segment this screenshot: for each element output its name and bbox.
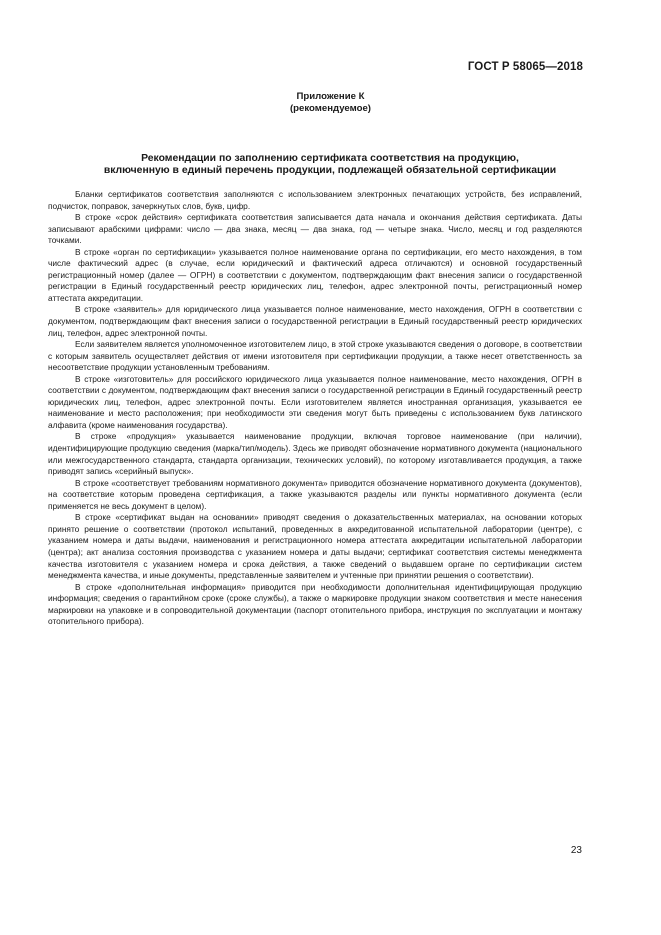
paragraph: В строке «срок действия» сертификата соответствия записывается дата начала и окончания действия сертификата. Даты записывают арабскими цифрами: число — два знака, месяц — два знака, год — четыре знака. Число, месяц и год разделяются точками.: [48, 212, 582, 246]
page-number: 23: [570, 845, 582, 856]
paragraph: Если заявителем является уполномоченное изготовителем лицо, в этой строке указываются сведения о договоре, в соответствии с которым заявитель осуществляет действия от имени изготовителя при сертификации продукции, а также несет ответственность за несоответствие продукции установленным требованиям.: [48, 339, 582, 373]
paragraph: В строке «дополнительная информация» приводится при необходимости дополнительная идентифицирующая продукцию информация; сведения о гарантийном сроке (сроке службы), а также о маркировке продукции знаком соответствия и месте нанесения маркировки на упаковке и в сопроводительной документации (паспорт отопительного прибора, инструкция по эксплуатации и монтажу отопительного прибора).: [48, 581, 582, 627]
section-heading: [70, 153, 590, 178]
heading-line-2: включенную в единый перечень продукции, подлежащей обязательной сертификации: [103, 165, 557, 177]
annex-title: Приложение К: [296, 91, 365, 102]
annex-subtitle: (рекомендуемое): [289, 103, 371, 114]
standard-code: ГОСТ Р 58065—2018: [467, 61, 583, 73]
paragraph: В строке «продукция» указывается наименование продукции, включая торговое наименование (при наличии), идентифицирующие продукцию сведения (марка/тип/модель). Здесь же приводят обозначение нормативного документа (национального или межгосударственного стандарта, стандарта организации, технических условий), по которому изготавливается продукция, а также приводят запись «серийный выпуск».: [48, 431, 582, 477]
paragraph: В строке «сертификат выдан на основании» приводят сведения о доказательственных материалах, на основании которых принято решение о соответствии (протокол испытаний, проведенных в аккредитованной испытательной лаборатории (центре), с указанием номера и даты выдачи, наименования и регистрационного номера аттестата аккредитации испытательной лаборатории (центра); акт анализа состояния производства с указанием номера и даты выдачи; сертификат соответствия системы менеджмента качества изготовителя с указанием номера и срока действия, а также сведений о выдавшем органе по сертификации систем менеджмента качества, и иные документы, представленные заявителем и учтенные при принятии решения о соответствии).: [48, 512, 582, 581]
paragraph: В строке «соответствует требованиям нормативного документа» приводится обозначение нормативного документа (документов), на соответствие которым проведена сертификация, а также указываются разделы или пункты нормативного документа (если применяется не весь документ в целом).: [48, 477, 582, 511]
heading-line-1: Рекомендации по заполнению сертификата соответствия на продукцию,: [141, 153, 519, 164]
paragraph: В строке «заявитель» для юридического лица указывается полное наименование, место нахождения, ОГРН в соответствии с документом, подтверждающим факт внесения записи о государственной регистрации в Единый государственный реестр юридических лиц, телефон, адрес электронной почты.: [48, 304, 582, 338]
paragraph: Бланки сертификатов соответствия заполняются с использованием электронных печатающих устройств, без исправлений, подчисток, поправок, зачеркнутых слов, букв, цифр.: [48, 189, 582, 211]
paragraph: В строке «изготовитель» для российского юридического лица указывается полное наименование, место нахождения, ОГРН в соответствии с документом, подтверждающим факт внесения записи о государственной регистрации в Единый государственный реестр юридических лиц, телефон, адрес электронной почты. Если изготовителем является иностранная организация, указывается ее наименование и место расположения; при необходимости эти сведения могут быть приведены с использованием букв латинского алфавита (кроме наименования государства).: [48, 373, 582, 430]
body-text: [48, 189, 582, 628]
paragraph: В строке «орган по сертификации» указывается полное наименование органа по сертификации, его место нахождения, в том числе фактический адрес (в случае, если юридический и фактический адреса отличаются) и основной государственный регистрационный номер (далее — ОГРН) в соответствии с документом, подтверждающим факт внесения записи о государственной регистрации в Единый государственный реестр юридических лиц, телефон, адрес электронной почты, регистрационный номер аттестата аккредитации.: [48, 246, 582, 303]
